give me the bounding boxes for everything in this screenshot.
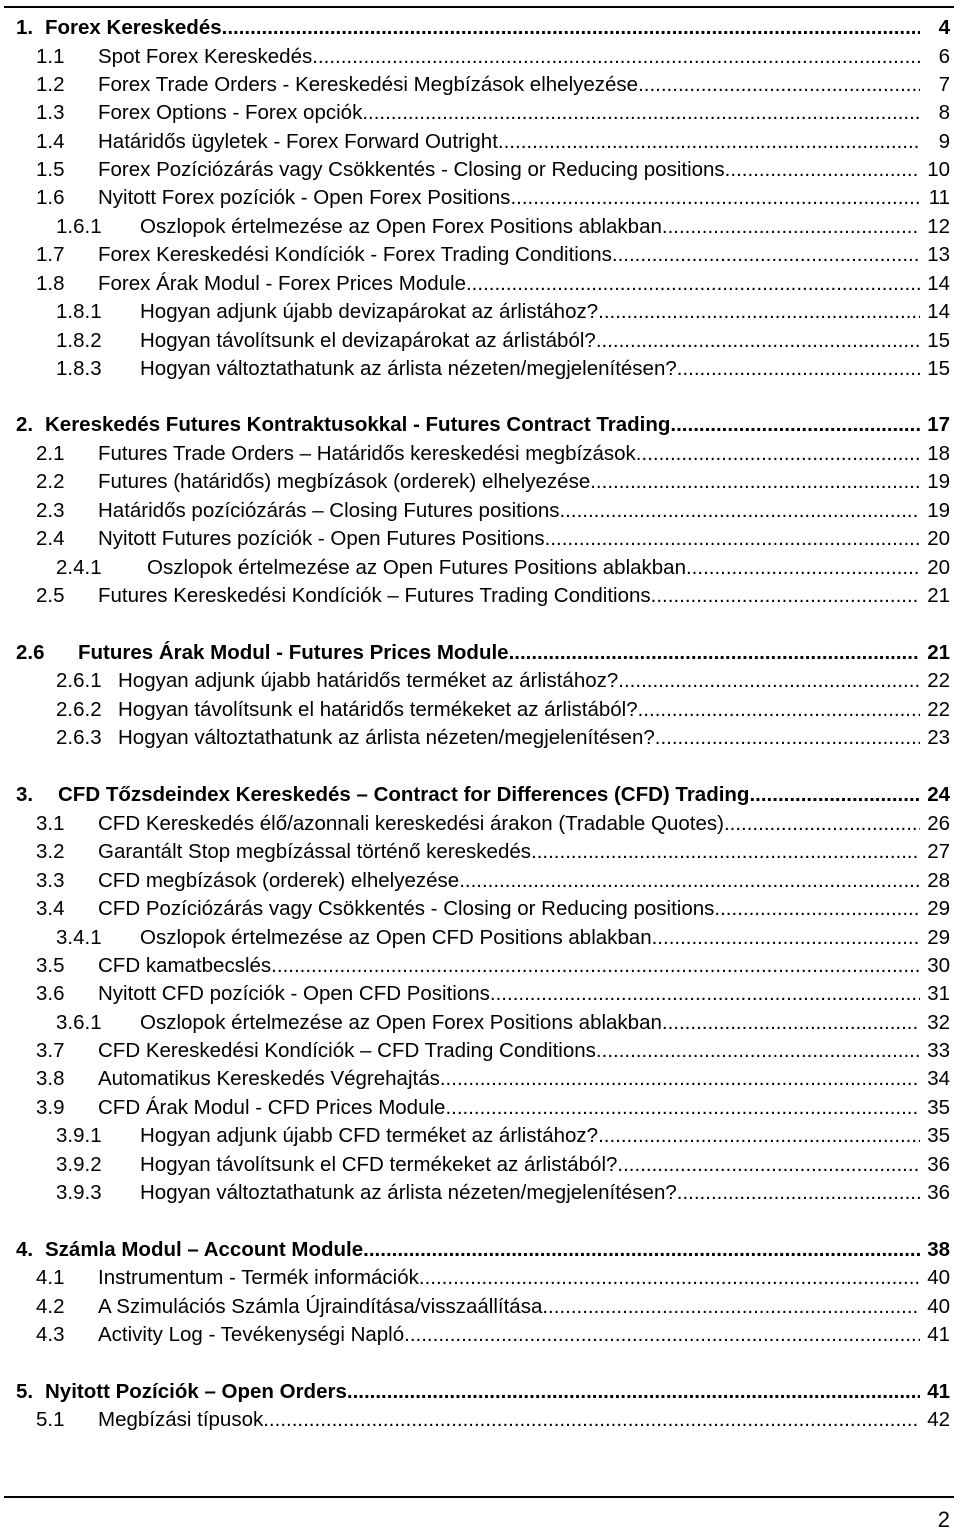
toc-entry[interactable]	[0, 582, 960, 610]
toc-entry-number: 1.8.3	[56, 357, 102, 380]
toc-entry-page: 20	[927, 527, 950, 550]
dot-leader	[598, 298, 920, 326]
dot-leader	[596, 1037, 920, 1065]
toc-entry-number: 3.6.1	[56, 1011, 102, 1034]
toc-entry-title-leader	[140, 924, 920, 952]
toc-entry[interactable]	[0, 895, 960, 923]
toc-entry-title: Hogyan változtathatunk az árlista nézeten/megjelenítésen?	[140, 1179, 677, 1207]
toc-entry-page: 35	[927, 1096, 950, 1119]
toc-entry-title-leader	[98, 1321, 920, 1349]
toc-entry-page: 13	[927, 243, 950, 266]
dot-leader	[662, 1009, 920, 1037]
toc-entry-title-leader	[140, 1151, 920, 1179]
toc-entry-number: 3.6	[36, 982, 65, 1005]
toc-entry-title: Activity Log - Tevékenységi Napló	[98, 1321, 404, 1349]
toc-entry[interactable]	[0, 1321, 960, 1349]
toc-entry-title: Futures (határidős) megbízások (orderek) elhelyezése	[98, 468, 590, 496]
toc-entry[interactable]	[0, 1122, 960, 1150]
toc-entry-number: 1.6.1	[56, 215, 102, 238]
toc-entry-page: 41	[927, 1380, 950, 1403]
toc-entry[interactable]	[0, 1037, 960, 1065]
toc-entry-page: 9	[938, 130, 950, 153]
dot-leader	[686, 554, 920, 582]
toc-entry-title: Spot Forex Kereskedés	[98, 43, 312, 71]
toc-entry-page: 32	[927, 1011, 950, 1034]
toc-entry-title: Forex Trade Orders - Kereskedési Megbízások elhelyezése	[98, 71, 638, 99]
toc-entry-number: 3.8	[36, 1067, 65, 1090]
toc-entry-page: 15	[927, 357, 950, 380]
toc-entry-title-leader	[98, 270, 920, 298]
toc-entry-number: 3.	[16, 783, 34, 806]
toc-entry-title-leader	[140, 327, 920, 355]
toc-entry-page: 41	[927, 1323, 950, 1346]
dot-leader	[617, 1151, 920, 1179]
toc-entry[interactable]	[0, 241, 960, 269]
toc-entry-title: Hogyan távolítsunk el CFD termékeket az árlistából?	[140, 1151, 617, 1179]
toc-entry[interactable]	[0, 1009, 960, 1037]
toc-entry-page: 36	[927, 1153, 950, 1176]
toc-entry-title: Futures Kereskedési Kondíciók – Futures Trading Conditions	[98, 582, 651, 610]
toc-entry-title: Garantált Stop megbízással történő kereskedés	[98, 838, 531, 866]
toc-entry-page: 12	[927, 215, 950, 238]
toc-entry-title-leader	[98, 1293, 920, 1321]
toc-entry-page: 18	[927, 442, 950, 465]
toc-entry[interactable]	[0, 468, 960, 496]
toc-entry-title-leader	[98, 128, 920, 156]
toc-entry-title-leader	[98, 440, 920, 468]
toc-entry-title-leader	[147, 554, 920, 582]
toc-entry[interactable]	[0, 497, 960, 525]
toc-entry[interactable]	[0, 867, 960, 895]
toc-entry-title: Határidős ügyletek - Forex Forward Outright	[98, 128, 498, 156]
toc-entry-page: 34	[927, 1067, 950, 1090]
toc-entry-page: 22	[927, 698, 950, 721]
toc-entry-page: 17	[927, 413, 950, 436]
dot-leader	[724, 810, 920, 838]
toc-entry-title: Futures Trade Orders – Határidős kereskedési megbízások	[98, 440, 636, 468]
toc-entry-number: 2.4	[36, 527, 65, 550]
toc-entry-title-leader	[140, 213, 920, 241]
toc-entry[interactable]	[0, 411, 960, 439]
toc-entry-page: 19	[927, 499, 950, 522]
dot-leader	[714, 895, 920, 923]
toc-entry-number: 1.5	[36, 158, 65, 181]
toc-entry[interactable]	[0, 71, 960, 99]
toc-entry-number: 3.1	[36, 812, 65, 835]
toc-entry-title-leader	[140, 1009, 920, 1037]
toc-entry[interactable]	[0, 1094, 960, 1122]
toc-entry-title: Forex Kereskedés	[45, 14, 222, 42]
toc-entry[interactable]	[0, 213, 960, 241]
toc-entry-number: 1.2	[36, 73, 65, 96]
dot-leader	[612, 241, 920, 269]
toc-entry-title: Instrumentum - Termék információk	[98, 1264, 419, 1292]
toc-entry-title: Hogyan változtathatunk az árlista nézeten/megjelenítésen?	[140, 355, 677, 383]
toc-entry-title-leader	[118, 667, 920, 695]
toc-entry-page: 8	[938, 101, 950, 124]
toc-entry-number: 1.	[16, 16, 34, 39]
dot-leader	[677, 1179, 920, 1207]
toc-entry-title-leader	[98, 1037, 920, 1065]
toc-entry-page: 10	[927, 158, 950, 181]
toc-entry-number: 3.7	[36, 1039, 65, 1062]
toc-entry-title: Számla Modul – Account Module	[45, 1236, 363, 1264]
toc-entry[interactable]	[0, 1236, 960, 1264]
toc-entry[interactable]	[0, 184, 960, 212]
toc-entry-title: Hogyan távolítsunk el devizapárokat az árlistából?	[140, 327, 596, 355]
toc-entry-title: CFD Pozíciózárás vagy Csökkentés - Closing or Reducing positions	[98, 895, 714, 923]
toc-entry-title-leader	[98, 241, 920, 269]
dot-leader	[655, 724, 920, 752]
toc-entry-title-leader	[78, 639, 920, 667]
toc-entry-title: CFD Kereskedési Kondíciók – CFD Trading Conditions	[98, 1037, 596, 1065]
toc-entry[interactable]	[0, 1151, 960, 1179]
dot-leader	[312, 43, 920, 71]
toc-entry-title-leader	[140, 1179, 920, 1207]
toc-entry-number: 2.3	[36, 499, 65, 522]
toc-entry-number: 2.6.2	[56, 698, 102, 721]
toc-entry-title-leader	[98, 468, 920, 496]
toc-entry-number: 3.9.1	[56, 1124, 102, 1147]
toc-entry-title-leader	[98, 895, 920, 923]
toc-entry-title-leader	[98, 1065, 920, 1093]
toc-entry-number: 2.2	[36, 470, 65, 493]
dot-leader	[222, 14, 920, 42]
toc-entry-page: 26	[927, 812, 950, 835]
dot-leader	[725, 156, 920, 184]
dot-leader	[545, 525, 920, 553]
toc-entry-title-leader	[140, 355, 920, 383]
dot-leader	[652, 924, 920, 952]
toc-entry-page: 24	[927, 783, 950, 806]
toc-entry-title: CFD Árak Modul - CFD Prices Module	[98, 1094, 445, 1122]
dot-leader	[459, 867, 920, 895]
toc-entry-title: Oszlopok értelmezése az Open Forex Positions ablakban	[140, 1009, 662, 1037]
toc-entry[interactable]	[0, 838, 960, 866]
dot-leader	[271, 952, 920, 980]
toc-entry-page: 27	[927, 840, 950, 863]
dot-leader	[445, 1094, 920, 1122]
toc-entry-page: 15	[927, 329, 950, 352]
toc-entry-title-leader	[98, 582, 920, 610]
toc-entry[interactable]	[0, 298, 960, 326]
toc-entry[interactable]	[0, 952, 960, 980]
toc-entry-title-leader	[140, 298, 920, 326]
toc-entry-title-leader	[45, 14, 920, 42]
toc-entry-number: 1.7	[36, 243, 65, 266]
dot-leader	[651, 582, 920, 610]
toc-entry-title-leader	[45, 1378, 920, 1406]
toc-entry-page: 22	[927, 669, 950, 692]
toc-entry-number: 2.5	[36, 584, 65, 607]
toc-entry-page: 14	[927, 300, 950, 323]
dot-leader	[590, 468, 920, 496]
toc-entry-page: 38	[927, 1238, 950, 1261]
toc-entry-title: Megbízási típusok	[98, 1406, 263, 1434]
dot-leader	[347, 1378, 920, 1406]
dot-leader	[677, 355, 920, 383]
toc-entry-page: 31	[927, 982, 950, 1005]
toc-entry-number: 3.9.3	[56, 1181, 102, 1204]
toc-entry-page: 21	[927, 641, 950, 664]
toc-entry-title-leader	[98, 810, 920, 838]
dot-leader	[419, 1264, 920, 1292]
dot-leader	[404, 1321, 920, 1349]
dot-leader	[498, 128, 920, 156]
toc-entry-number: 2.4.1	[56, 556, 102, 579]
dot-leader	[509, 639, 920, 667]
toc-entry-number: 3.3	[36, 869, 65, 892]
toc-entry[interactable]	[0, 1293, 960, 1321]
dot-leader	[598, 1122, 920, 1150]
toc-entry[interactable]	[0, 810, 960, 838]
toc-entry-title: Hogyan változtathatunk az árlista nézeten/megjelenítésen?	[118, 724, 655, 752]
dot-leader	[531, 838, 920, 866]
toc-entry-page: 23	[927, 726, 950, 749]
dot-leader	[466, 270, 920, 298]
toc-entry-page: 35	[927, 1124, 950, 1147]
toc-entry[interactable]	[0, 554, 960, 582]
toc-entry-page: 11	[928, 186, 950, 209]
toc-entry-number: 1.1	[36, 45, 65, 68]
toc-entry-page: 29	[927, 897, 950, 920]
dot-leader	[618, 667, 920, 695]
toc-entry-number: 3.2	[36, 840, 65, 863]
toc-entry-title-leader	[140, 1122, 920, 1150]
dot-leader	[559, 497, 920, 525]
toc-entry-page: 33	[927, 1039, 950, 1062]
dot-leader	[749, 781, 920, 809]
toc-entry-number: 3.5	[36, 954, 65, 977]
toc-entry[interactable]	[0, 724, 960, 752]
bottom-rule	[4, 1496, 954, 1498]
dot-leader	[510, 184, 920, 212]
toc-entry-page: 36	[927, 1181, 950, 1204]
dot-leader	[638, 71, 920, 99]
toc-entry-title: Határidős pozíciózárás – Closing Futures positions	[98, 497, 559, 525]
toc-entry[interactable]	[0, 128, 960, 156]
toc-entry-page: 40	[927, 1295, 950, 1318]
toc-entry[interactable]	[0, 440, 960, 468]
toc-entry[interactable]	[0, 696, 960, 724]
toc-entry-title: CFD kamatbecslés	[98, 952, 271, 980]
dot-leader	[542, 1293, 920, 1321]
toc-entry-title-leader	[118, 724, 920, 752]
toc-entry-title-leader	[98, 1094, 920, 1122]
toc-entry[interactable]	[0, 1378, 960, 1406]
toc-entry[interactable]	[0, 355, 960, 383]
toc-entry-title-leader	[98, 980, 920, 1008]
toc-entry[interactable]	[0, 980, 960, 1008]
toc-entry-title: Hogyan adjunk újabb CFD terméket az árlistához?	[140, 1122, 598, 1150]
toc-entry[interactable]	[0, 43, 960, 71]
toc-entry-page: 20	[927, 556, 950, 579]
toc-entry-number: 1.8	[36, 272, 65, 295]
toc-entry-page: 6	[938, 45, 950, 68]
toc-entry-page: 7	[938, 73, 950, 96]
toc-entry-page: 4	[938, 16, 950, 39]
toc-entry-title: A Szimulációs Számla Újraindítása/visszaállítása	[98, 1293, 542, 1321]
toc-entry-title: Hogyan adjunk újabb devizapárokat az árlistához?	[140, 298, 598, 326]
toc-entry-title-leader	[98, 838, 920, 866]
toc-entry[interactable]	[0, 781, 960, 809]
dot-leader	[638, 696, 920, 724]
toc-entry[interactable]	[0, 327, 960, 355]
toc-entry-title-leader	[45, 411, 920, 439]
toc-entry-title-leader	[98, 525, 920, 553]
toc-entry-number: 4.	[16, 1238, 34, 1261]
toc-entry-title-leader	[98, 71, 920, 99]
toc-entry[interactable]	[0, 14, 960, 42]
toc-entry-title: Nyitott Forex pozíciók - Open Forex Positions	[98, 184, 510, 212]
toc-entry-number: 1.8.2	[56, 329, 102, 352]
toc-entry-title-leader	[58, 781, 920, 809]
toc-entry-page: 42	[927, 1408, 950, 1431]
toc-entry-title: Nyitott Futures pozíciók - Open Futures Positions	[98, 525, 545, 553]
toc-entry-title-leader	[98, 184, 920, 212]
toc-entry[interactable]	[0, 1065, 960, 1093]
toc-entry-number: 3.4.1	[56, 926, 102, 949]
toc-entry-number: 5.1	[36, 1408, 65, 1431]
toc-entry-title: CFD megbízások (orderek) elhelyezése	[98, 867, 459, 895]
toc-entry-number: 3.9.2	[56, 1153, 102, 1176]
toc-entry-title: Nyitott CFD pozíciók - Open CFD Positions	[98, 980, 490, 1008]
toc-entry[interactable]	[0, 667, 960, 695]
toc-entry-number: 2.	[16, 413, 34, 436]
toc-entry-number: 1.8.1	[56, 300, 102, 323]
toc-entry-title-leader	[98, 99, 920, 127]
toc-entry-title: Forex Pozíciózárás vagy Csökkentés - Closing or Reducing positions	[98, 156, 725, 184]
toc-entry-title: Hogyan adjunk újabb határidős terméket az árlistához?	[118, 667, 618, 695]
toc-entry-title-leader	[98, 952, 920, 980]
toc-entry[interactable]	[0, 99, 960, 127]
toc-entry-title: Nyitott Pozíciók – Open Orders	[45, 1378, 347, 1406]
toc-entry-page: 28	[927, 869, 950, 892]
toc-entry-number: 2.1	[36, 442, 65, 465]
toc-entry-number: 1.4	[36, 130, 65, 153]
toc-entry[interactable]	[0, 924, 960, 952]
toc-entry-title: CFD Kereskedés élő/azonnali kereskedési árakon (Tradable Quotes)	[98, 810, 724, 838]
toc-entry-number: 1.6	[36, 186, 65, 209]
toc-entry-page: 19	[927, 470, 950, 493]
toc-entry-page: 29	[927, 926, 950, 949]
toc-entry-title: Oszlopok értelmezése az Open Futures Positions ablakban	[147, 554, 686, 582]
toc-entry-title: Oszlopok értelmezése az Open Forex Positions ablakban	[140, 213, 662, 241]
toc-entry-title: Forex Options - Forex opciók	[98, 99, 362, 127]
dot-leader	[263, 1406, 920, 1434]
toc-entry-number: 4.2	[36, 1295, 65, 1318]
dot-leader	[490, 980, 920, 1008]
toc-entry[interactable]	[0, 270, 960, 298]
toc-entry-title: Oszlopok értelmezése az Open CFD Positions ablakban	[140, 924, 652, 952]
dot-leader	[363, 1236, 920, 1264]
toc-entry-title-leader	[98, 156, 920, 184]
toc-entry-title-leader	[98, 1264, 920, 1292]
toc-entry-number: 4.1	[36, 1266, 65, 1289]
toc-entry-number: 2.6	[16, 641, 45, 664]
dot-leader	[662, 213, 920, 241]
toc-entry[interactable]	[0, 639, 960, 667]
toc-entry[interactable]	[0, 1179, 960, 1207]
toc-entry-title: CFD Tőzsdeindex Kereskedés – Contract for Differences (CFD) Trading	[58, 781, 749, 809]
toc-entry-page: 14	[927, 272, 950, 295]
toc-entry-title: Kereskedés Futures Kontraktusokkal - Futures Contract Trading	[45, 411, 670, 439]
toc-entry-page: 30	[927, 954, 950, 977]
dot-leader	[636, 440, 920, 468]
toc-entry[interactable]	[0, 1406, 960, 1434]
toc-entry-title: Hogyan távolítsunk el határidős termékeket az árlistából?	[118, 696, 638, 724]
toc-entry-title-leader	[45, 1236, 920, 1264]
toc-entry[interactable]	[0, 525, 960, 553]
toc-entry-number: 4.3	[36, 1323, 65, 1346]
toc-entry-title: Forex Kereskedési Kondíciók - Forex Trading Conditions	[98, 241, 612, 269]
toc-entry-page: 21	[927, 584, 950, 607]
toc-entry-page: 40	[927, 1266, 950, 1289]
toc-entry[interactable]	[0, 1264, 960, 1292]
toc-entry-title-leader	[98, 867, 920, 895]
toc-entry-title-leader	[98, 497, 920, 525]
toc-entry-title: Futures Árak Modul - Futures Prices Module	[78, 639, 509, 667]
toc-entry-title: Automatikus Kereskedés Végrehajtás	[98, 1065, 440, 1093]
toc-entry-title: Forex Árak Modul - Forex Prices Module	[98, 270, 466, 298]
dot-leader	[362, 99, 920, 127]
toc-entry-number: 1.3	[36, 101, 65, 124]
toc-entry-title-leader	[118, 696, 920, 724]
dot-leader	[670, 411, 920, 439]
toc-entry-title-leader	[98, 43, 920, 71]
toc-entry-title-leader	[98, 1406, 920, 1434]
toc-entry-number: 5.	[16, 1380, 34, 1403]
toc-entry[interactable]	[0, 156, 960, 184]
toc-entry-number: 2.6.1	[56, 669, 102, 692]
toc-entry-number: 3.9	[36, 1096, 65, 1119]
dot-leader	[440, 1065, 920, 1093]
toc-entry-number: 3.4	[36, 897, 65, 920]
dot-leader	[596, 327, 920, 355]
toc-entry-number: 2.6.3	[56, 726, 102, 749]
page-number: 2	[937, 1507, 950, 1532]
